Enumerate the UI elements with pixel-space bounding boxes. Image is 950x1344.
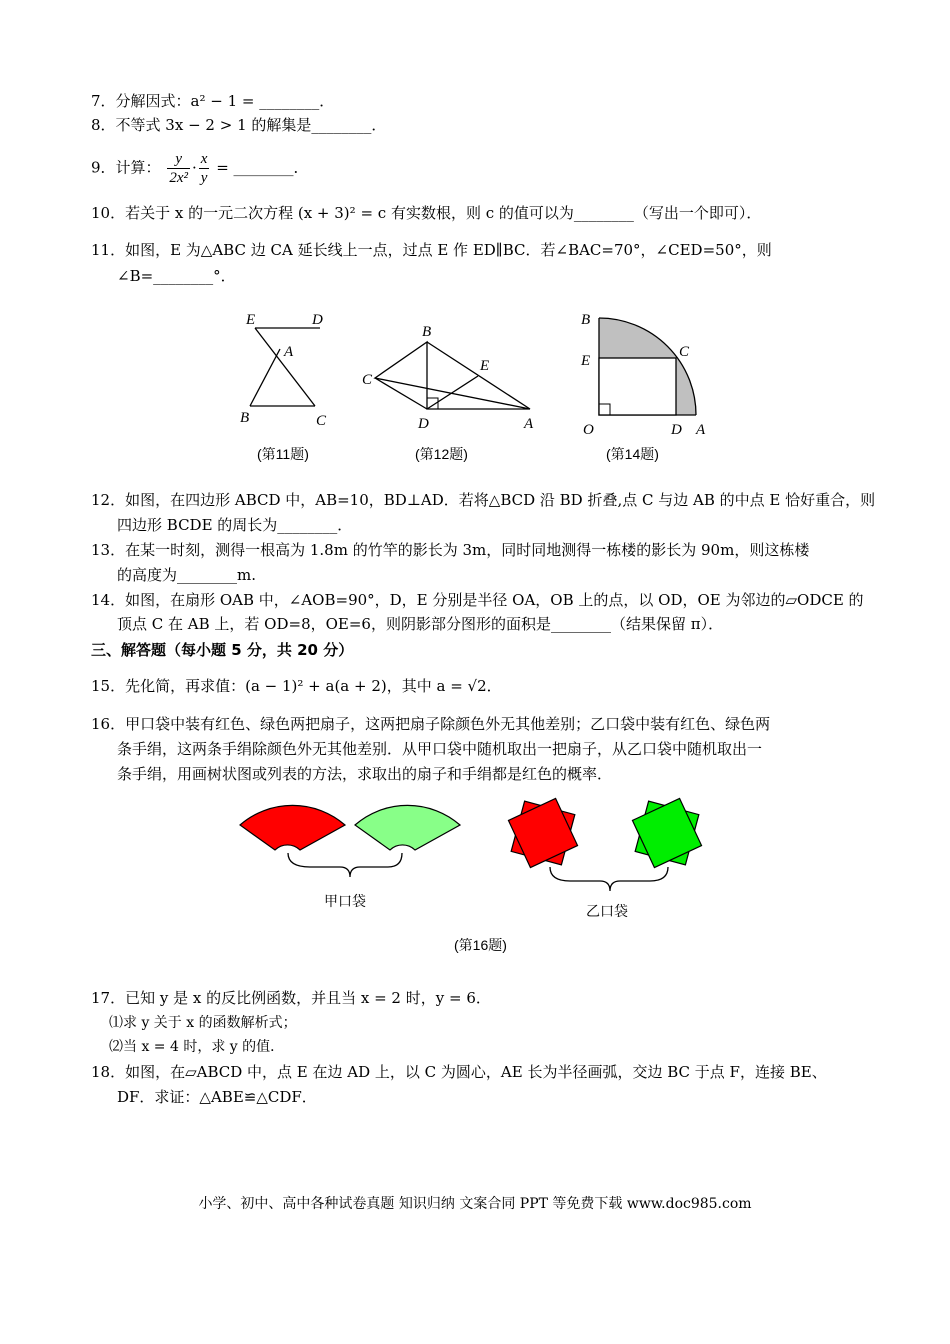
question-17-line-1: 17．已知 y 是 x 的反比例函数，并且当 x = 2 时，y = 6． <box>91 989 491 1007</box>
fig12-label-e: E <box>480 358 490 374</box>
fig12-outline <box>375 342 530 409</box>
question-12-line-1: 12．如图，在四边形 ABCD 中，AB=10，BD⊥AD．若将△BCD 沿 BD 折叠,点 C 与边 AB 的中点 E 恰好重合，则 <box>91 491 876 509</box>
fig11-label-e: E <box>246 312 256 328</box>
fig11-segment-ec <box>255 328 315 406</box>
fig14-label-e: E <box>581 353 591 369</box>
q9-fraction-1 <box>167 150 190 187</box>
fig11-label-c: C <box>316 413 327 429</box>
fig14-rectangle-odce <box>599 358 676 415</box>
question-11-line-1: 11．如图，E 为△ABC 边 CA 延长线上一点，过点 E 作 ED∥BC．若∠BAC=70°，∠CED=50°，则 <box>91 241 772 259</box>
fig12-label-c: C <box>362 372 373 388</box>
fig12-segment-de <box>427 376 478 409</box>
question-7: 7．分解因式：a² − 1 = ________． <box>91 92 335 110</box>
question-18-line-1: 18．如图，在▱ABCD 中，点 E 在边 AD 上，以 C 为圆心，AE 长为半径画弧，交边 BC 于点 F，连接 BE、 <box>91 1063 827 1081</box>
question-11-line-2: ∠B=________°． <box>117 267 236 285</box>
question-12-line-2: 四边形 BCDE 的周长为________． <box>117 516 353 534</box>
fig11-label-d: D <box>312 312 323 328</box>
q9-frac2-numerator: x <box>200 151 208 167</box>
fig14-caption: (第14题) <box>606 446 659 462</box>
fig14-label-c: C <box>679 344 690 360</box>
yi-bag-label: 乙口袋 <box>586 903 628 919</box>
question-17-part-2: ⑵当 x = 4 时，求 y 的值． <box>109 1039 285 1055</box>
fig14-label-a: A <box>696 422 706 438</box>
fig16-caption: (第16题) <box>454 937 507 953</box>
fig11-caption: (第11题) <box>257 446 309 462</box>
q9-suffix: = ________． <box>216 158 309 177</box>
section-3-heading: 三、解答题（每小题 5 分，共 20 分） <box>91 641 354 659</box>
fig11-label-a: A <box>284 344 294 360</box>
question-13-line-2: 的高度为________m. <box>117 566 256 584</box>
fig14-label-d: D <box>671 422 682 438</box>
question-16-line-2: 条手绢，这两条手绢除颜色外无其他差别．从甲口袋中随机取出一把扇子，从乙口袋中随机取出一 <box>117 740 763 758</box>
question-10: 10．若关于 x 的一元二次方程 (x + 3)² = c 有实数根，则 c 的值可以为________（写出一个即可）． <box>91 204 762 222</box>
figure-16 <box>230 795 730 925</box>
question-14-line-2: 顶点 C 在 AB 上，若 OD=8，OE=6，则阴影部分图形的面积是________（结果保留 π）． <box>117 615 724 633</box>
question-17-part-1: ⑴求 y 关于 x 的函数解析式； <box>109 1015 297 1031</box>
page-footer: 小学、初中、高中各种试卷真题 知识归纳 文案合同 PPT 等免费下载 www.doc985.com <box>198 1196 752 1212</box>
q9-frac2-denominator: y <box>200 170 208 186</box>
fig14-label-b: B <box>581 312 591 328</box>
question-8: 8．不等式 3x − 2 > 1 的解集是________． <box>91 116 387 134</box>
q9-dot: · <box>191 158 197 177</box>
question-16-line-1: 16．甲口袋中装有红色、绿色两把扇子，这两把扇子除颜色外无其他差别；乙口袋中装有红色、绿色两 <box>91 715 771 733</box>
question-18-line-2: DF．求证：△ABE≌△CDF． <box>117 1088 317 1106</box>
figure-11 <box>240 308 340 428</box>
q9-fraction-2 <box>199 150 210 187</box>
yi-bag-brace <box>550 867 668 891</box>
jia-bag-brace <box>288 853 402 877</box>
red-fan-icon <box>240 805 345 850</box>
green-handkerchief-icon <box>632 798 701 867</box>
green-fan-icon <box>355 805 460 850</box>
fig12-label-d: D <box>418 416 429 432</box>
question-15: 15．先化简，再求值：(a − 1)² + a(a + 2)，其中 a = √2． <box>91 677 502 695</box>
question-13-line-1: 13．在某一时刻，测得一根高为 1.8m 的竹竿的影长为 3m，同时同地测得一栋楼的影长为 90m，则这栋楼 <box>91 541 810 559</box>
fig11-label-b: B <box>240 410 250 426</box>
figure-14 <box>575 308 715 438</box>
q9-prefix: 9．计算： <box>91 158 161 177</box>
fig12-label-b: B <box>422 324 432 340</box>
fig12-label-a: A <box>524 416 534 432</box>
q9-frac1-denominator: 2x² <box>169 170 188 186</box>
red-handkerchief-icon <box>508 798 577 867</box>
fig11-segment-ba <box>250 349 280 406</box>
q9-frac1-numerator: y <box>167 150 190 169</box>
figure-12 <box>360 320 545 435</box>
question-9 <box>91 150 309 187</box>
fig12-caption: (第12题) <box>415 446 468 462</box>
question-16-line-3: 条手绢，用画树状图或列表的方法，求取出的扇子和手绢都是红色的概率． <box>117 765 613 783</box>
jia-bag-label: 甲口袋 <box>324 893 366 909</box>
fig14-label-o: O <box>583 422 594 438</box>
question-14-line-1: 14．如图，在扇形 OAB 中，∠AOB=90°，D，E 分别是半径 OA，OB 上的点，以 OD，OE 为邻边的▱ODCE 的 <box>91 591 864 609</box>
